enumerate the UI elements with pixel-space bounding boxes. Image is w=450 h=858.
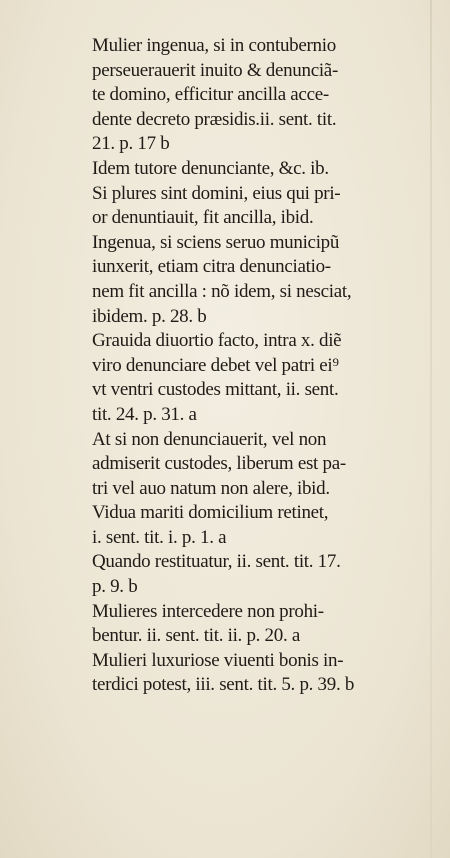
text-line: Mulieri luxuriose viuenti bonis in- [92, 649, 344, 671]
text-line: Idem tutore denunciante, &c. ib. [92, 157, 329, 179]
text-line: nem fit ancilla : nõ idem, si nesciat, [92, 280, 352, 302]
text-line: tri vel auo natum non alere, ibid. [92, 477, 330, 499]
text-line: Ingenua, si sciens seruo municipũ [92, 231, 340, 253]
text-line: 21. p. 17 b [92, 133, 170, 155]
text-line: Grauida diuortio facto, intra x. diẽ [92, 330, 342, 352]
text-line: iunxerit, etiam citra denunciatio- [92, 256, 331, 278]
text-line: bentur. ii. sent. tit. ii. p. 20. a [92, 625, 300, 647]
text-line: Mulieres intercedere non prohi- [92, 600, 324, 622]
text-line: viro denunciare debet vel patri ei⁹ [92, 354, 339, 376]
text-line: At si non denunciauerit, vel non [92, 428, 327, 450]
text-line: admiserit custodes, liberum est pa- [92, 453, 346, 475]
text-line: ibidem. p. 28. b [92, 305, 207, 327]
text-line: perseuerauerit inuito & denunciã- [92, 59, 338, 81]
page-fold-shadow [430, 0, 432, 858]
text-line: dente decreto præsidis.ii. sent. tit. [92, 108, 337, 130]
text-line: Quando restituatur, ii. sent. tit. 17. [92, 551, 341, 573]
text-line: vt ventri custodes mittant, ii. sent. [92, 379, 339, 401]
text-line: or denuntiauit, fit ancilla, ibid. [92, 207, 314, 229]
text-line: tit. 24. p. 31. a [92, 403, 197, 425]
text-line: terdici potest, iii. sent. tit. 5. p. 39. b [92, 674, 355, 696]
index-text-block [92, 34, 428, 698]
text-line: i. sent. tit. i. p. 1. a [92, 526, 227, 548]
text-line: Si plures sint domini, eius qui pri- [92, 182, 341, 204]
text-line: Mulier ingenua, si in contubernio [92, 35, 336, 56]
text-line: te domino, efficitur ancilla acce- [92, 84, 329, 106]
text-line: p. 9. b [92, 576, 138, 598]
text-line: Vidua mariti domicilium retinet, [92, 502, 329, 524]
